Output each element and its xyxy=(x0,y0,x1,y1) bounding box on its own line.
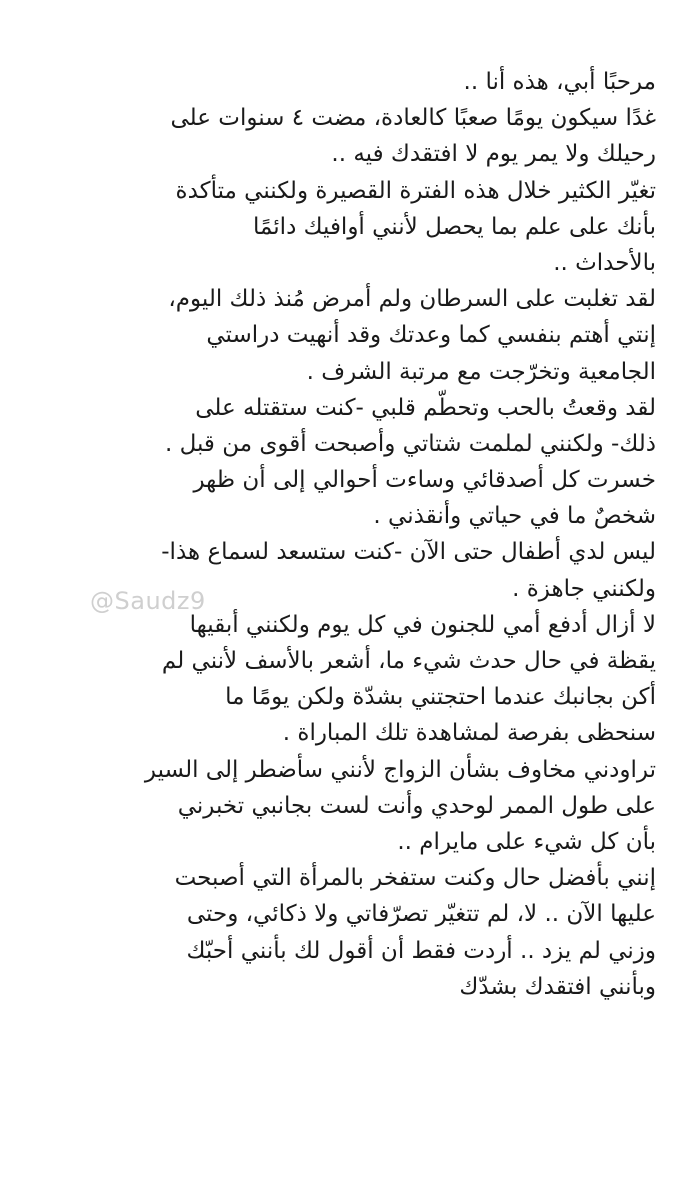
letter-line: خسرت كل أصدقائي وساءت أحوالي إلى أن ظهر xyxy=(193,467,656,494)
letter-line: الجامعية وتخرّجت مع مرتبة الشرف . xyxy=(306,358,656,385)
letter-line: رحيلك ولا يمر يوم لا افتقدك فيه .. xyxy=(331,141,656,168)
letter-line: لقد تغلبت على السرطان ولم أمرض مُنذ ذلك اليوم، xyxy=(168,286,656,313)
letter-line: مرحبًا أبي، هذه أنا .. xyxy=(463,69,656,95)
letter-line: وزني لم يزد .. أردت فقط أن أقول لك بأنني أحبّك xyxy=(186,937,656,964)
letter-line: بأنك على علم بما يحصل لأنني أوافيك دائمًا xyxy=(252,213,656,240)
letter-line: وبأنني افتقدك بشدّك xyxy=(459,973,656,1000)
letter-line: سنحظى بفرصة لمشاهدة تلك المباراة . xyxy=(282,720,656,747)
letter-line: لا أزال أدفع أمي للجنون في كل يوم ولكنني أبقيها xyxy=(189,611,656,638)
letter-line: ولكنني جاهزة . xyxy=(512,575,656,602)
letter-line: عليها الآن .. لا، لم تتغيّر تصرّفاتي ولا ذكائي، وحتى xyxy=(186,901,656,928)
letter-line: إنتي أهتم بنفسي كما وعدتك وقد أنهيت دراستي xyxy=(206,322,656,349)
letter-line: يقظة في حال حدث شيء ما، أشعر بالأسف لأنني لم xyxy=(161,648,656,674)
letter-line: شخصٌ ما في حياتي وأنقذني . xyxy=(373,503,656,530)
letter-line: غدًا سيكون يومًا صعبًا كالعادة، مضت ٤ سنوات على xyxy=(170,105,656,132)
letter-line: إنني بأفضل حال وكنت ستفخر بالمرأة التي أصبحت xyxy=(174,865,656,892)
letter-body xyxy=(50,64,656,1005)
letter-line: بأن كل شيء على مايرام .. xyxy=(397,828,656,855)
letter-line: أكن بجانبك عندما احتجتني بشدّة ولكن يومًا ما xyxy=(225,684,656,711)
letter-line: تغيّر الكثير خلال هذه الفترة القصيرة ولكنني متأكدة xyxy=(175,177,656,204)
letter-line: لقد وقعتُ بالحب وتحطّم قلبي -كنت ستقتله على xyxy=(195,394,656,421)
letter-line: على طول الممر لوحدي وأنت لست بجانبي تخبرني xyxy=(177,792,656,819)
letter-line: ليس لدي أطفال حتى الآن -كنت ستسعد لسماع هذا- xyxy=(161,539,656,566)
watermark-handle: @Saudz9 xyxy=(90,587,206,615)
letter-line: بالأحداث .. xyxy=(553,249,656,276)
letter-line: تراودني مخاوف بشأن الزواج لأنني سأضطر إلى السير xyxy=(144,756,656,783)
letter-line: ذلك- ولكنني لملمت شتاتي وأصبحت أقوى من قبل . xyxy=(164,430,656,457)
